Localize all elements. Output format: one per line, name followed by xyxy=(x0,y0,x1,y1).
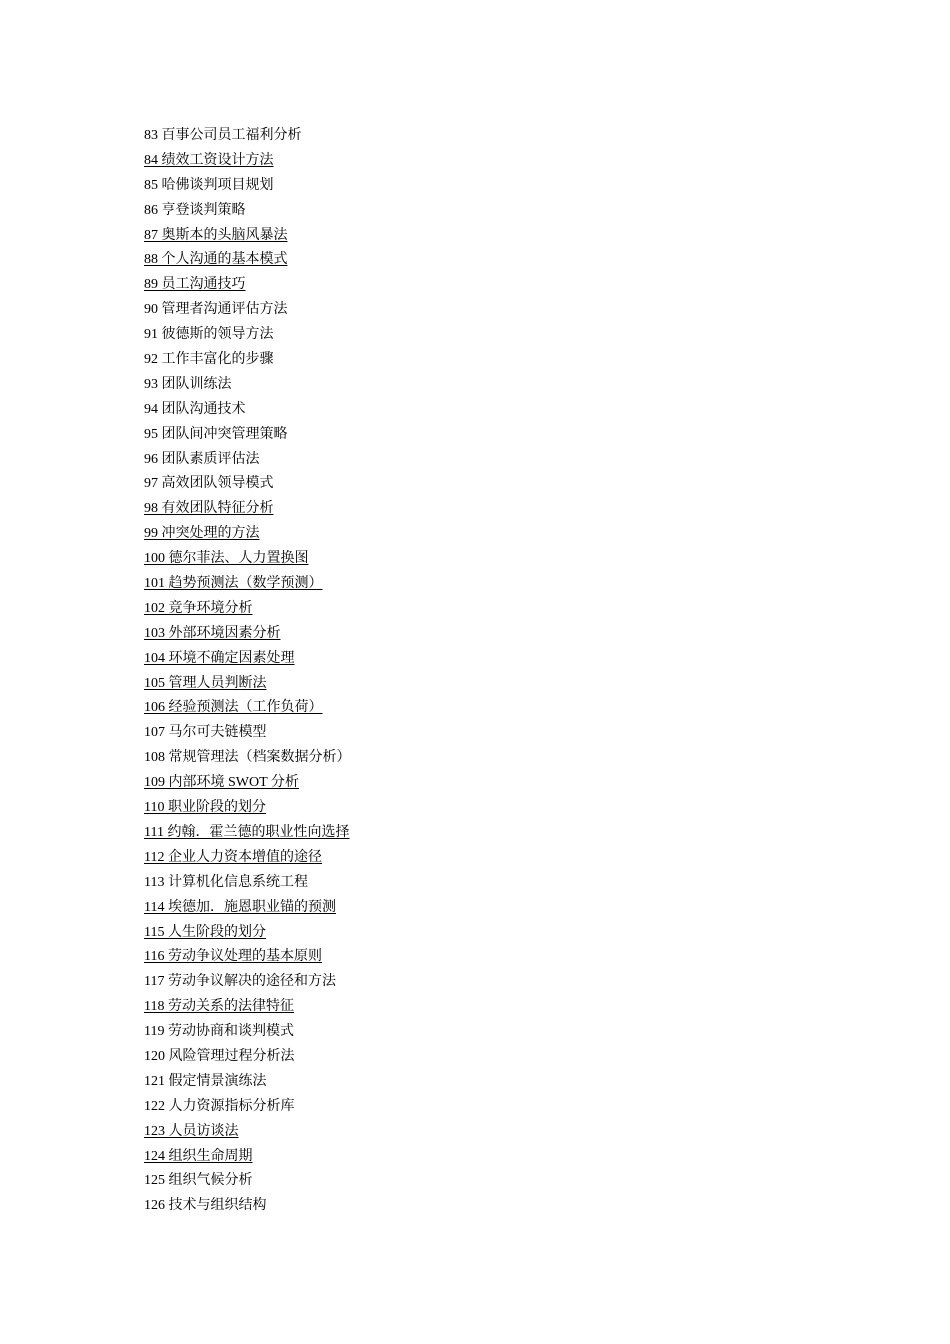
toc-item xyxy=(144,721,351,746)
toc-link[interactable]: 99 冲突处理的方法 xyxy=(144,526,260,542)
toc-item xyxy=(144,970,351,995)
toc-item xyxy=(144,1020,351,1045)
toc-link[interactable]: 84 绩效工资设计方法 xyxy=(144,152,274,168)
toc-item xyxy=(144,1194,351,1219)
toc-link[interactable]: 124 组织生命周期 xyxy=(144,1148,253,1164)
toc-list xyxy=(144,124,351,1219)
toc-text: 85 哈佛谈判项目规划 xyxy=(144,177,274,193)
toc-item[interactable] xyxy=(144,846,351,871)
toc-text: 92 工作丰富化的步骤 xyxy=(144,352,274,368)
toc-text: 117 劳动争议解决的途径和方法 xyxy=(144,974,336,990)
toc-link[interactable]: 87 奥斯本的头脑风暴法 xyxy=(144,227,288,243)
toc-text: 94 团队沟通技术 xyxy=(144,401,246,417)
toc-text: 113 计算机化信息系统工程 xyxy=(144,874,308,890)
toc-link[interactable]: 103 外部环境因素分析 xyxy=(144,625,281,641)
toc-item[interactable] xyxy=(144,995,351,1020)
toc-text: 120 风险管理过程分析法 xyxy=(144,1048,295,1064)
toc-link[interactable]: 109 内部环境 SWOT 分析 xyxy=(144,775,299,791)
toc-link[interactable]: 101 趋势预测法（数学预测） xyxy=(144,576,323,592)
toc-item xyxy=(144,323,351,348)
toc-item xyxy=(144,871,351,896)
toc-link[interactable]: 102 竞争环境分析 xyxy=(144,600,253,616)
toc-item[interactable] xyxy=(144,248,351,273)
toc-link[interactable]: 112 企业人力资本增值的途径 xyxy=(144,849,322,865)
toc-text: 126 技术与组织结构 xyxy=(144,1198,267,1214)
toc-text: 121 假定情景演练法 xyxy=(144,1073,267,1089)
toc-item[interactable] xyxy=(144,647,351,672)
toc-link[interactable]: 100 德尔菲法、人力置换图 xyxy=(144,551,309,567)
toc-text: 95 团队间冲突管理策略 xyxy=(144,426,288,442)
toc-item[interactable] xyxy=(144,1145,351,1170)
toc-link[interactable]: 104 环境不确定因素处理 xyxy=(144,650,295,666)
toc-link[interactable]: 98 有效团队特征分析 xyxy=(144,501,274,517)
toc-link[interactable]: 89 员工沟通技巧 xyxy=(144,277,246,293)
toc-link[interactable]: 118 劳动关系的法律特征 xyxy=(144,999,294,1015)
toc-item[interactable] xyxy=(144,1120,351,1145)
toc-item xyxy=(144,398,351,423)
toc-item[interactable] xyxy=(144,547,351,572)
toc-item xyxy=(144,746,351,771)
toc-text: 96 团队素质评估法 xyxy=(144,451,260,467)
toc-item xyxy=(144,1070,351,1095)
toc-link[interactable]: 111 约翰．霍兰德的职业性向选择 xyxy=(144,824,350,840)
toc-item[interactable] xyxy=(144,273,351,298)
toc-item[interactable] xyxy=(144,572,351,597)
toc-text: 90 管理者沟通评估方法 xyxy=(144,302,288,318)
toc-item xyxy=(144,348,351,373)
toc-link[interactable]: 123 人员访谈法 xyxy=(144,1123,239,1139)
toc-item[interactable] xyxy=(144,597,351,622)
toc-link[interactable]: 116 劳动争议处理的基本原则 xyxy=(144,949,322,965)
toc-item[interactable] xyxy=(144,497,351,522)
toc-text: 107 马尔可夫链模型 xyxy=(144,725,267,741)
toc-item xyxy=(144,423,351,448)
toc-item[interactable] xyxy=(144,945,351,970)
toc-text: 86 亨登谈判策略 xyxy=(144,202,246,218)
toc-text: 97 高效团队领导模式 xyxy=(144,476,274,492)
toc-text: 119 劳动协商和谈判模式 xyxy=(144,1024,294,1040)
toc-item[interactable] xyxy=(144,796,351,821)
toc-item xyxy=(144,1045,351,1070)
toc-item xyxy=(144,472,351,497)
toc-item[interactable] xyxy=(144,672,351,697)
toc-item xyxy=(144,199,351,224)
toc-text: 91 彼德斯的领导方法 xyxy=(144,327,274,343)
toc-text: 83 百事公司员工福利分析 xyxy=(144,128,302,143)
toc-item xyxy=(144,1095,351,1120)
toc-item[interactable] xyxy=(144,921,351,946)
toc-item[interactable] xyxy=(144,149,351,174)
toc-text: 93 团队训练法 xyxy=(144,376,232,392)
toc-text: 125 组织气候分析 xyxy=(144,1173,253,1189)
toc-item[interactable] xyxy=(144,224,351,249)
toc-link[interactable]: 105 管理人员判断法 xyxy=(144,675,267,691)
toc-item xyxy=(144,298,351,323)
toc-item xyxy=(144,1169,351,1194)
toc-item xyxy=(144,373,351,398)
toc-link[interactable]: 110 职业阶段的划分 xyxy=(144,800,266,816)
toc-link[interactable]: 114 埃德加．施恩职业锚的预测 xyxy=(144,899,336,915)
toc-text: 122 人力资源指标分析库 xyxy=(144,1098,295,1114)
toc-item[interactable] xyxy=(144,622,351,647)
toc-item xyxy=(144,448,351,473)
toc-item xyxy=(144,124,351,149)
toc-item[interactable] xyxy=(144,522,351,547)
toc-item[interactable] xyxy=(144,821,351,846)
toc-item xyxy=(144,174,351,199)
toc-text: 108 常规管理法（档案数据分析） xyxy=(144,750,351,766)
toc-link[interactable]: 88 个人沟通的基本模式 xyxy=(144,252,288,268)
toc-item[interactable] xyxy=(144,771,351,796)
toc-link[interactable]: 115 人生阶段的划分 xyxy=(144,924,266,940)
toc-item[interactable] xyxy=(144,696,351,721)
toc-item[interactable] xyxy=(144,896,351,921)
toc-link[interactable]: 106 经验预测法（工作负荷） xyxy=(144,700,323,716)
